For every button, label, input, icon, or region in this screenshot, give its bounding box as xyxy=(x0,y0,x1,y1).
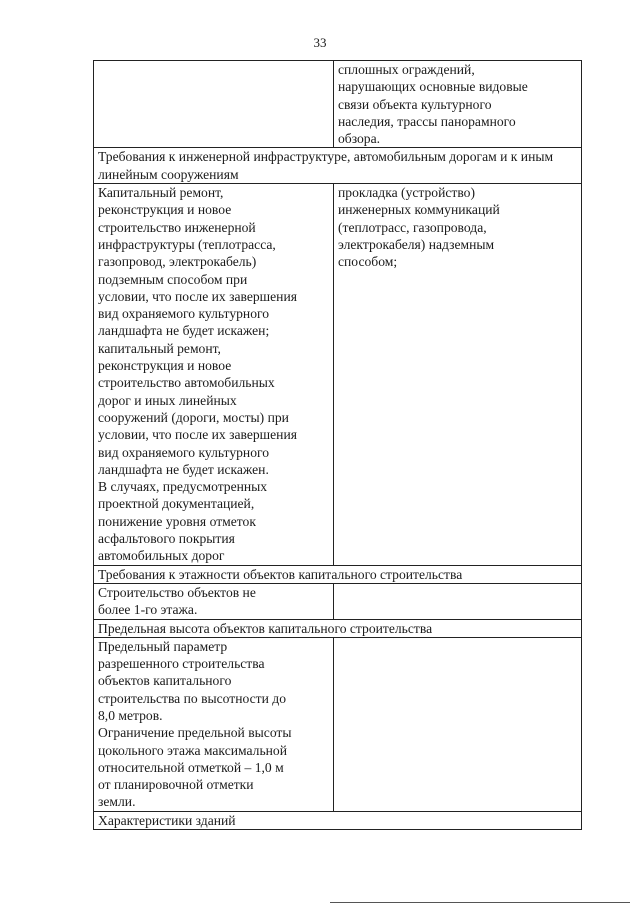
section-row xyxy=(94,619,582,637)
section-row xyxy=(94,148,582,184)
footer-rule xyxy=(330,902,630,903)
section-row xyxy=(94,811,582,829)
table-cell-left xyxy=(94,583,334,619)
section-heading-infrastructure xyxy=(94,148,582,184)
table-cell-right xyxy=(334,61,582,148)
section-heading-height xyxy=(94,619,582,637)
section-heading-text: Предельная высота объектов капитального строительства xyxy=(98,620,433,636)
page-number: 33 xyxy=(313,35,327,50)
section-heading-text: Требования к этажности объектов капитального строительства xyxy=(98,566,463,582)
cell-text: Предельный параметр разрешенного строительства объектов капитального строительства по высотности до 8,0 метров. Ограничение предельной высоты цокольного этажа максимальной относительной отметкой – 1,0 м от планировочной отметки земли. xyxy=(98,638,292,810)
cell-text: Строительство объектов не более 1-го этажа. xyxy=(98,584,256,618)
section-heading-buildings xyxy=(94,811,582,829)
cell-text: прокладка (устройство) инженерных коммуникаций (теплотрасс, газопровода, электрокабеля) надземным способом; xyxy=(338,185,500,270)
table-cell-left xyxy=(94,61,334,148)
table-cell-right xyxy=(334,184,582,566)
cell-text: Капитальный ремонт, реконструкция и новое строительство инженерной инфраструктуры (теплотрасса, газопровод, электрокабель) подземным способом при условии, что после их завершения вид охраняемого культурного ландшафта не будет искажен; капитальный ремонт, реконструкция и новое строительство автомобильных дорог и иных линейных сооружений (дороги, мосты) при условии, что после их завершения вид охраняемого культурного ландшафта не будет искажен. В случаях, предусмотренных проектной документацией, понижение уровня отметок асфальтового покрытия автомобильных дорог xyxy=(98,185,297,564)
section-row xyxy=(94,565,582,583)
table-row xyxy=(94,184,582,566)
table-cell-left xyxy=(94,637,334,811)
section-heading-text: Характеристики зданий xyxy=(98,812,236,828)
table-cell-right xyxy=(334,637,582,811)
table-cell-right xyxy=(334,583,582,619)
table-row xyxy=(94,583,582,619)
requirements-table xyxy=(93,60,582,830)
section-heading-floors xyxy=(94,565,582,583)
table-row xyxy=(94,637,582,811)
table-row xyxy=(94,61,582,148)
cell-text: сплошных ограждений, нарушающих основные видовые связи объекта культурного наследия, трассы панорамного обзора. xyxy=(338,62,528,147)
table-cell-left xyxy=(94,184,334,566)
section-heading-text: Требования к инженерной инфраструктуре, автомобильным дорогам и к иным линейным сооружениям xyxy=(98,149,554,182)
